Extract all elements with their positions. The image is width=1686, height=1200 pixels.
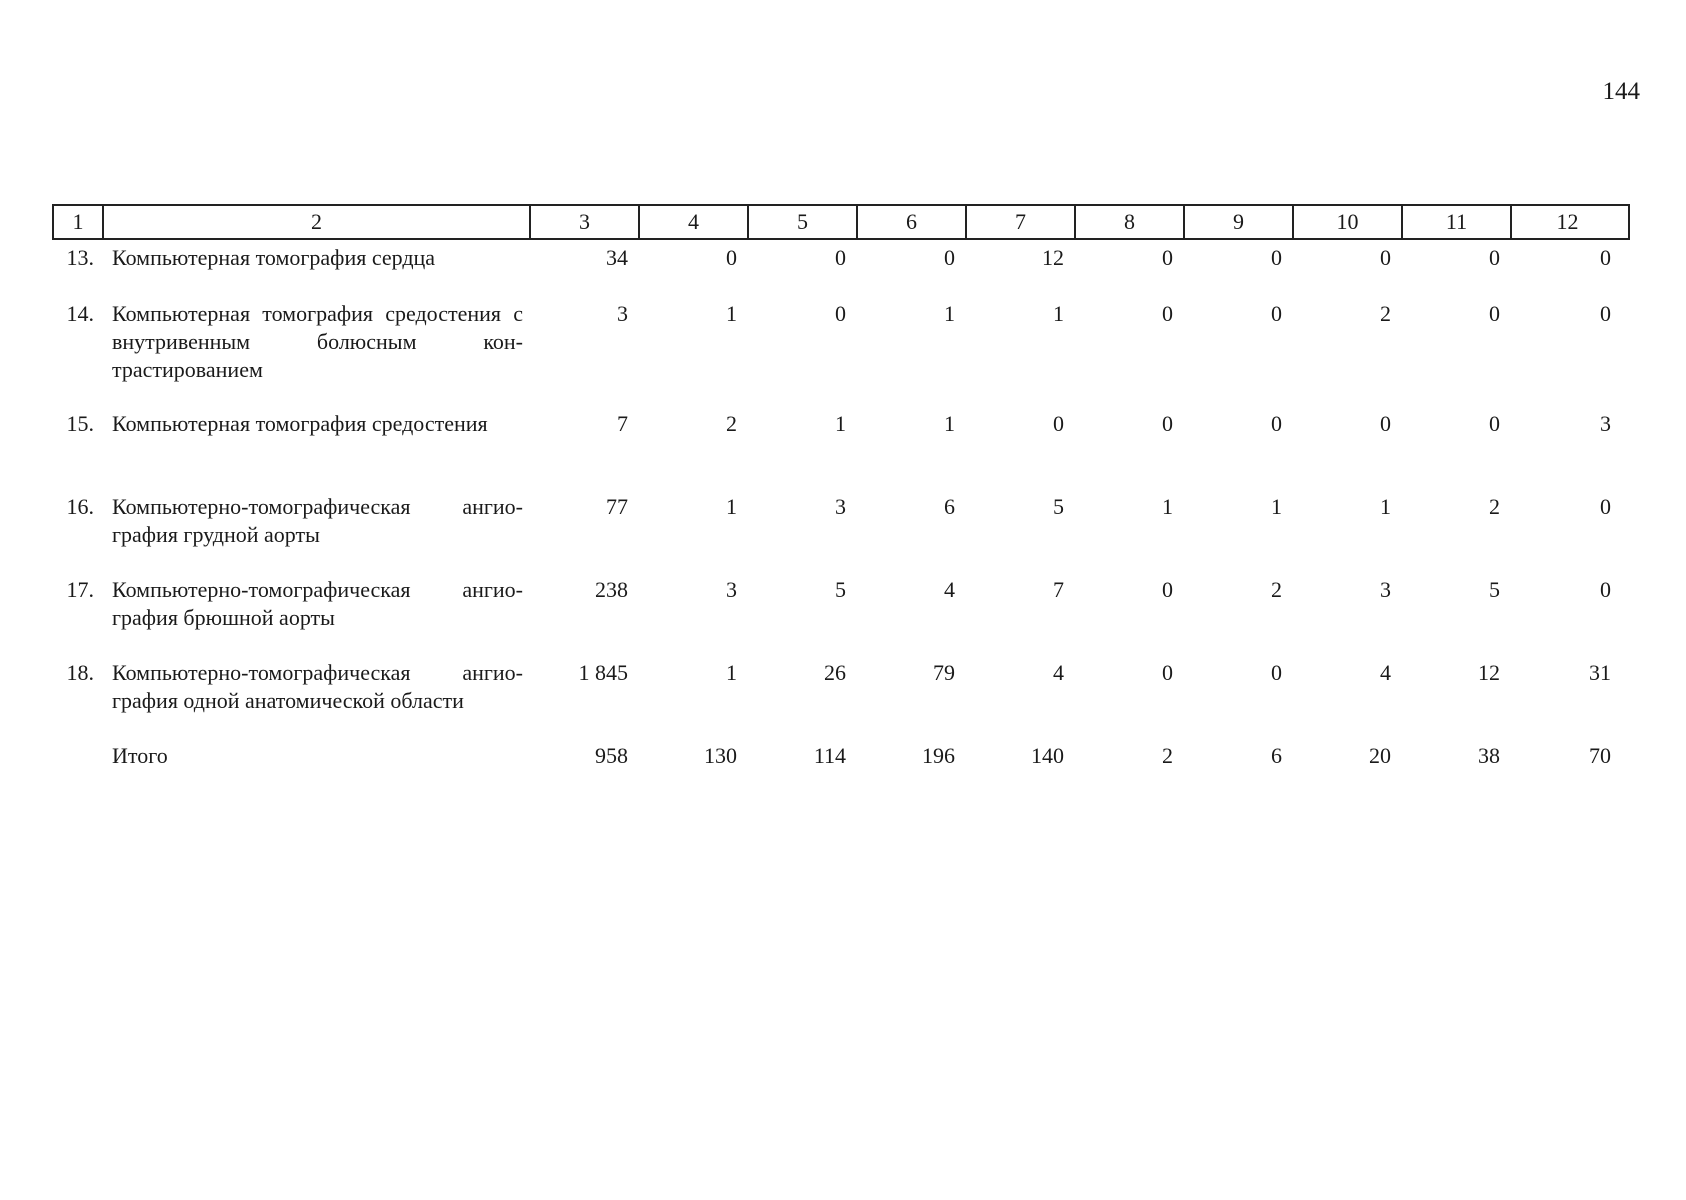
row-value: 2 [1489,494,1500,519]
row-number: 18. [66,660,94,685]
row-value: 3 [1600,411,1611,436]
header-cell-3: 3 [531,206,640,238]
row-value: 3 [726,577,737,602]
row-name: Компьютерно-томографическая ангиография одной анатомической области [112,660,523,713]
header-cell-8: 8 [1076,206,1185,238]
header-cell-10: 10 [1294,206,1403,238]
row-value: 5 [835,577,846,602]
header-cell-7: 7 [967,206,1076,238]
row-value: 1 [1162,494,1173,519]
row-name: Компьютерно-томографическая ангиография грудной аорты [112,494,523,547]
row-value: 238 [595,577,628,602]
table-row [52,406,1630,489]
row-name: Компьютерная томография сердца [112,245,436,270]
row-value: 0 [1271,411,1282,436]
table-body [52,240,1630,794]
row-value: 2 [1271,577,1282,602]
row-value: 4 [944,577,955,602]
row-value: 4 [1380,660,1391,685]
row-value: 0 [1489,301,1500,326]
header-cell-6: 6 [858,206,967,238]
table-total-row [52,738,1630,794]
row-value: 31 [1589,660,1611,685]
row-value: 958 [595,743,628,768]
table-row [52,240,1630,296]
row-value: 0 [1162,660,1173,685]
table-row [52,655,1630,738]
row-value: 0 [1489,245,1500,270]
row-name: Компьютерная томография средостения с внутривенным болюсным контрастированием [112,301,523,382]
row-value: 5 [1489,577,1500,602]
row-number: 17. [66,577,94,602]
row-value: 1 [1380,494,1391,519]
row-number: 16. [66,494,94,519]
row-value: 114 [813,743,846,768]
row-value: 1 [726,660,737,685]
row-value: 70 [1589,743,1611,768]
row-number: 14. [66,301,94,326]
header-cell-2: 2 [104,206,531,238]
row-value: 79 [933,660,955,685]
row-value: 1 [944,411,955,436]
row-value: 1 [835,411,846,436]
table-row [52,572,1630,655]
row-value: 0 [1271,301,1282,326]
row-value: 0 [1162,245,1173,270]
row-value: 6 [944,494,955,519]
row-value: 26 [824,660,846,685]
row-value: 0 [1162,301,1173,326]
row-value: 7 [1053,577,1064,602]
row-value: 1 [726,301,737,326]
page-number: 144 [1602,78,1640,105]
row-value: 0 [835,301,846,326]
row-value: 0 [726,245,737,270]
table-row [52,489,1630,572]
header-cell-1: 1 [54,206,104,238]
row-value: 20 [1369,743,1391,768]
row-value: 34 [606,245,628,270]
row-value: 0 [1600,494,1611,519]
row-value: 0 [1053,411,1064,436]
row-value: 0 [835,245,846,270]
row-value: 3 [835,494,846,519]
header-cell-12: 12 [1556,209,1579,234]
row-value: 0 [1600,245,1611,270]
header-cell-5: 5 [749,206,858,238]
row-value: 0 [1600,301,1611,326]
row-value: 130 [704,743,737,768]
row-value: 2 [726,411,737,436]
row-name: Итого [112,743,168,768]
row-value: 12 [1042,245,1064,270]
table-header-row [52,204,1630,240]
row-value: 6 [1271,743,1282,768]
row-value: 1 845 [578,660,628,685]
row-value: 5 [1053,494,1064,519]
row-value: 1 [1271,494,1282,519]
row-value: 77 [606,494,628,519]
row-name: Компьютерная томография средостения [112,411,488,436]
row-name: Компьютерно-томографическая ангиография брюшной аорты [112,577,523,630]
header-cell-9: 9 [1185,206,1294,238]
row-value: 0 [1380,411,1391,436]
row-value: 0 [1162,577,1173,602]
row-number [52,738,102,742]
header-cell-11: 11 [1403,206,1512,238]
row-value: 4 [1053,660,1064,685]
row-value: 0 [1271,245,1282,270]
row-value: 3 [617,301,628,326]
row-value: 38 [1478,743,1500,768]
row-value: 2 [1380,301,1391,326]
row-value: 3 [1380,577,1391,602]
row-value: 7 [617,411,628,436]
row-value: 2 [1162,743,1173,768]
row-value: 1 [1053,301,1064,326]
row-value: 0 [1600,577,1611,602]
row-number: 13. [66,245,94,270]
row-value: 12 [1478,660,1500,685]
row-value: 1 [726,494,737,519]
header-cell-4: 4 [640,206,749,238]
row-value: 0 [1162,411,1173,436]
row-value: 1 [944,301,955,326]
row-value: 196 [922,743,955,768]
table-row [52,296,1630,406]
row-number: 15. [66,411,94,436]
row-value: 0 [944,245,955,270]
row-value: 0 [1271,660,1282,685]
row-value: 0 [1380,245,1391,270]
row-value: 0 [1489,411,1500,436]
row-value: 140 [1031,743,1064,768]
